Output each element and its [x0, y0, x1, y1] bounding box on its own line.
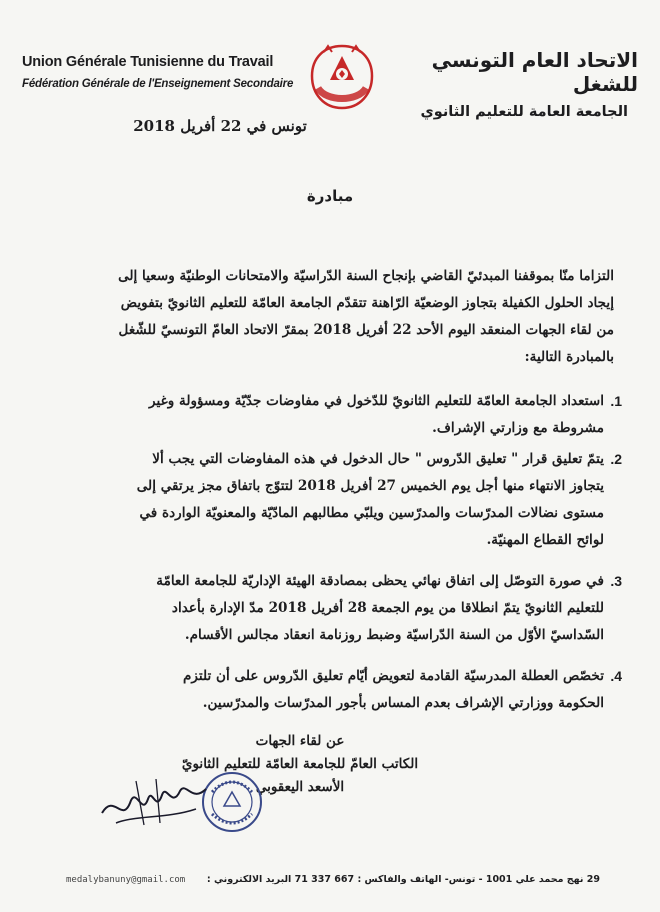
list-item [37, 668, 622, 722]
federation-name-fr: Fédération Générale de l'Enseignement Secondaire [22, 78, 294, 90]
intro-line: بالمبادرة التالية: [524, 349, 614, 365]
signature-line: الكاتب العامّ للجامعة العامّة للتعليم الثانويّ [181, 756, 419, 772]
item-number: 2. [610, 451, 622, 467]
item-line: يتمّ تعليق قرار " تعليق الدّروس " حال الدخول في هذه المفاوضات التي يجب ألا [152, 451, 604, 467]
header-arabic [368, 48, 638, 120]
org-name-fr: Union Générale Tunisienne du Travail [22, 54, 274, 70]
item-number: 1. [610, 393, 622, 409]
item-line: استعداد الجامعة العامّة للتعليم الثانويّ للدّخول في مفاوضات جدّيّة ومسؤولة وغير [149, 393, 604, 409]
intro-line: إيجاد الحلول الكفيلة بتجاوز الوضعيّة الرّاهنة تتقدّم الجامعة العامّة للتعليم الثانويّ بتفويض [120, 295, 614, 311]
federation-name-ar: الجامعة العامة للتعليم الثانوي [420, 104, 628, 120]
item-line: تخصّص العطلة المدرسيّة القادمة لتعويض أيّام تعليق الدّروس على أن تلتزم [182, 668, 604, 684]
org-name-ar: الاتحاد العام التونسي للشغل [431, 48, 638, 96]
document-date: تونس في 22 أفريل 2018 [133, 117, 307, 135]
footer-email: medalybanuny@gmail.com [66, 875, 186, 885]
item-number: 4. [610, 668, 622, 684]
document-title: مبادرة [306, 187, 354, 205]
signature-line: عن لقاء الجهات [255, 733, 345, 749]
intro-paragraph [46, 263, 614, 371]
ugtt-logo-icon [308, 42, 376, 112]
item-line: يتجاوز الانتهاء منها أجل يوم الخميس 27 أفريل 2018 لتتوّج باتفاق مجز يرتقي إلى [136, 478, 604, 494]
item-line: للتعليم الثانويّ يتمّ انطلاقا من يوم الجمعة 28 أفريل 2018 مدّ الإدارة بأعداد [171, 600, 604, 616]
item-line: في صورة التوصّل إلى اتفاق نهائي يحظى بمصادقة الهيئة الإداريّة للجامعة العامّة [156, 573, 604, 589]
list-item [37, 393, 622, 447]
footer-address: 29 نهج محمد علي 1001 - تونس- الهاتف والفاكس : 667 337 71 البريد الالكتروني : [206, 874, 600, 885]
page-footer [0, 874, 660, 898]
handwritten-signature-icon [96, 773, 216, 833]
header-french [22, 54, 312, 90]
signature-name: الأسعد اليعقوبي [255, 779, 345, 795]
item-line: مستوى نضالات المدرّسات والمدرّسين ويلبّي مطالبهم المادّيّة والمعنويّة الواردة في [139, 505, 604, 521]
item-line: السّداسيّ الأوّل من السنة الدّراسيّة وضبط روزنامة انعقاد مجالس الأقسام. [184, 627, 604, 643]
initiative-list [37, 393, 622, 722]
intro-line: التزاما منّا بموقفنا المبدئيّ القاضي بإنجاح السنة الدّراسيّة والامتحانات الوطنيّة وسعيا إلى [118, 268, 614, 284]
list-item [37, 451, 622, 559]
item-line: الحكومة ووزارتي الإشراف بعدم المساس بأجور المدرّسات والمدرّسين. [202, 695, 604, 711]
intro-line: من لقاء الجهات المنعقد اليوم الأحد 22 أفريل 2018 بمقرّ الاتحاد العامّ التونسيّ للشّغل [118, 322, 614, 338]
list-item [37, 573, 622, 654]
item-line: مشروطة مع وزارتي الإشراف. [432, 420, 604, 436]
item-line: لوائح القطاع المهنيّة. [486, 532, 604, 548]
item-number: 3. [610, 573, 622, 589]
